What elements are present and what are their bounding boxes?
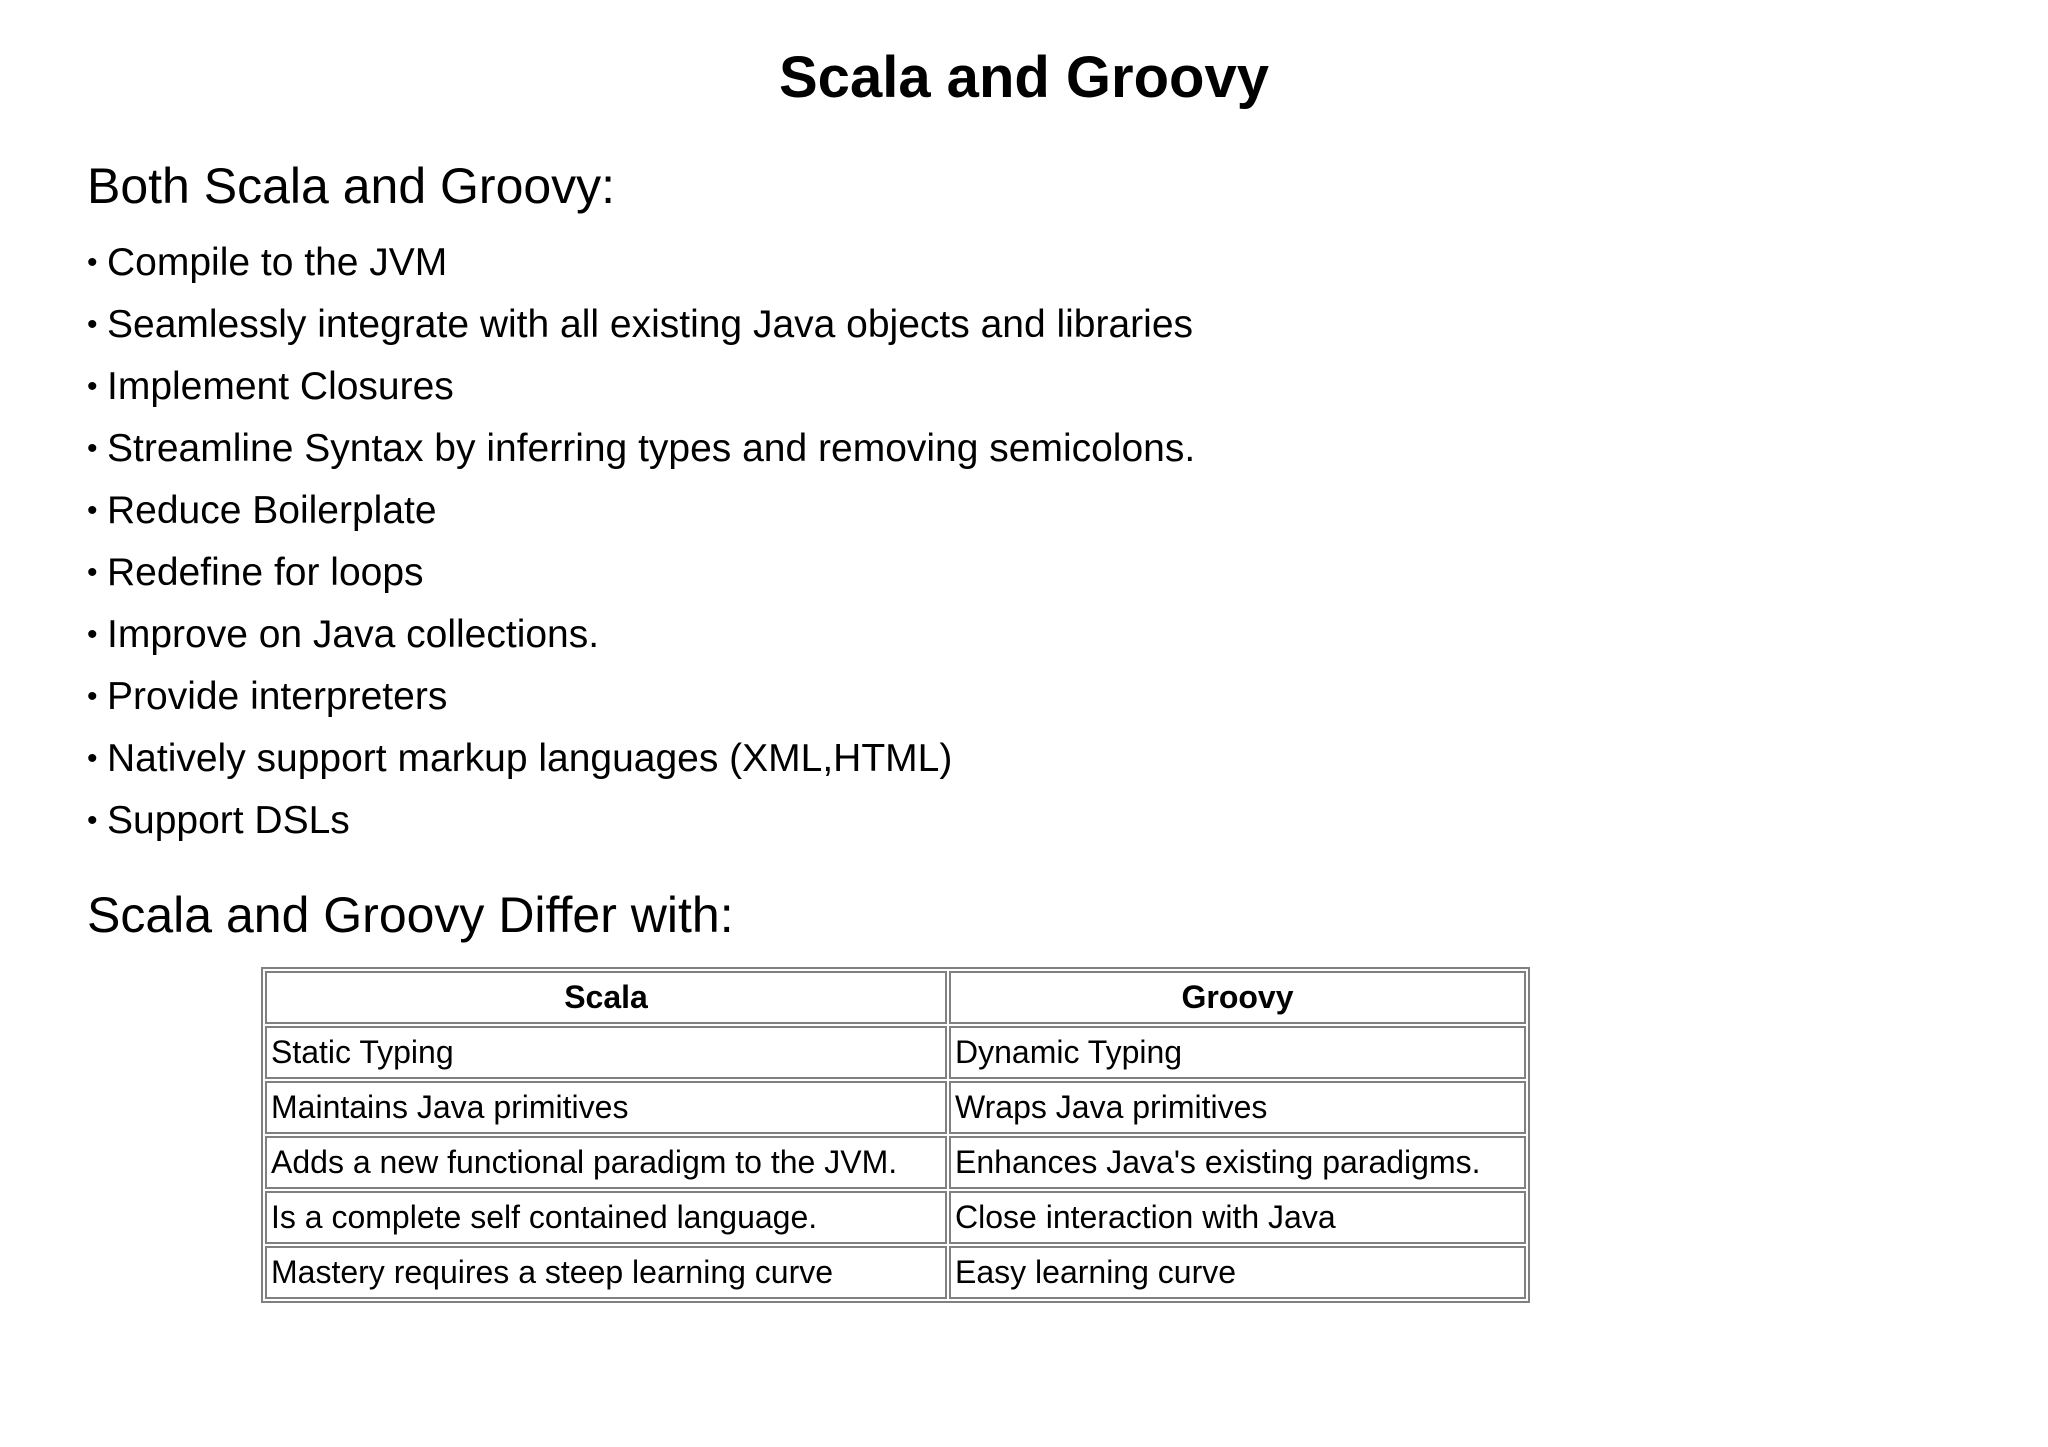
- section-heading-differ: Scala and Groovy Differ with:: [87, 887, 734, 943]
- table-row: [265, 1026, 1526, 1079]
- list-item-text: Seamlessly integrate with all existing Java objects and libraries: [107, 303, 1194, 346]
- list-item-text: Improve on Java collections.: [107, 613, 600, 656]
- list-item: [87, 418, 1195, 480]
- list-item-text: Streamline Syntax by inferring types and removing semicolons.: [107, 427, 1196, 470]
- column-header-scala: Scala: [265, 971, 947, 1024]
- list-item-text: Reduce Boilerplate: [107, 489, 437, 532]
- table-cell-scala: Static Typing: [265, 1026, 947, 1079]
- bullet-icon: •: [87, 680, 98, 713]
- table-header-row: [265, 971, 1526, 1024]
- list-item-text: Implement Closures: [107, 365, 454, 408]
- list-item-text: Redefine for loops: [107, 551, 424, 594]
- bullet-icon: •: [87, 308, 98, 341]
- bullet-icon: •: [87, 804, 98, 837]
- bullet-icon: •: [87, 370, 98, 403]
- table-cell-scala: Adds a new functional paradigm to the JVM.: [265, 1136, 947, 1189]
- list-item-text: Compile to the JVM: [107, 241, 448, 284]
- bullet-icon: •: [87, 494, 98, 527]
- table-row: [265, 1136, 1526, 1189]
- section-heading-both: Both Scala and Groovy:: [87, 158, 616, 214]
- bullet-icon: •: [87, 742, 98, 775]
- column-header-groovy: Groovy: [949, 971, 1526, 1024]
- list-item: [87, 356, 1195, 418]
- comparison-table: [261, 967, 1530, 1303]
- list-item: [87, 294, 1195, 356]
- list-item-text: Support DSLs: [107, 799, 350, 842]
- list-item-text: Natively support markup languages (XML,HTML): [107, 737, 953, 780]
- table-cell-scala: Mastery requires a steep learning curve: [265, 1246, 947, 1299]
- page-title: Scala and Groovy: [779, 45, 1269, 110]
- table-cell-groovy: Enhances Java's existing paradigms.: [949, 1136, 1526, 1189]
- table-cell-scala: Maintains Java primitives: [265, 1081, 947, 1134]
- bullet-icon: •: [87, 556, 98, 589]
- list-item: [87, 542, 1195, 604]
- list-item: [87, 480, 1195, 542]
- table-row: [265, 1246, 1526, 1299]
- list-item: [87, 604, 1195, 666]
- list-item: [87, 728, 1195, 790]
- list-item: [87, 232, 1195, 294]
- bullet-icon: •: [87, 246, 98, 279]
- bullet-icon: •: [87, 432, 98, 465]
- table-cell-groovy: Close interaction with Java: [949, 1191, 1526, 1244]
- table-row: [265, 1191, 1526, 1244]
- list-item: [87, 790, 1195, 852]
- table-cell-groovy: Wraps Java primitives: [949, 1081, 1526, 1134]
- list-item-text: Provide interpreters: [107, 675, 448, 718]
- table-cell-scala: Is a complete self contained language.: [265, 1191, 947, 1244]
- table-row: [265, 1081, 1526, 1134]
- table-cell-groovy: Dynamic Typing: [949, 1026, 1526, 1079]
- table-cell-groovy: Easy learning curve: [949, 1246, 1526, 1299]
- similarities-list: [87, 232, 1195, 852]
- list-item: [87, 666, 1195, 728]
- bullet-icon: •: [87, 618, 98, 651]
